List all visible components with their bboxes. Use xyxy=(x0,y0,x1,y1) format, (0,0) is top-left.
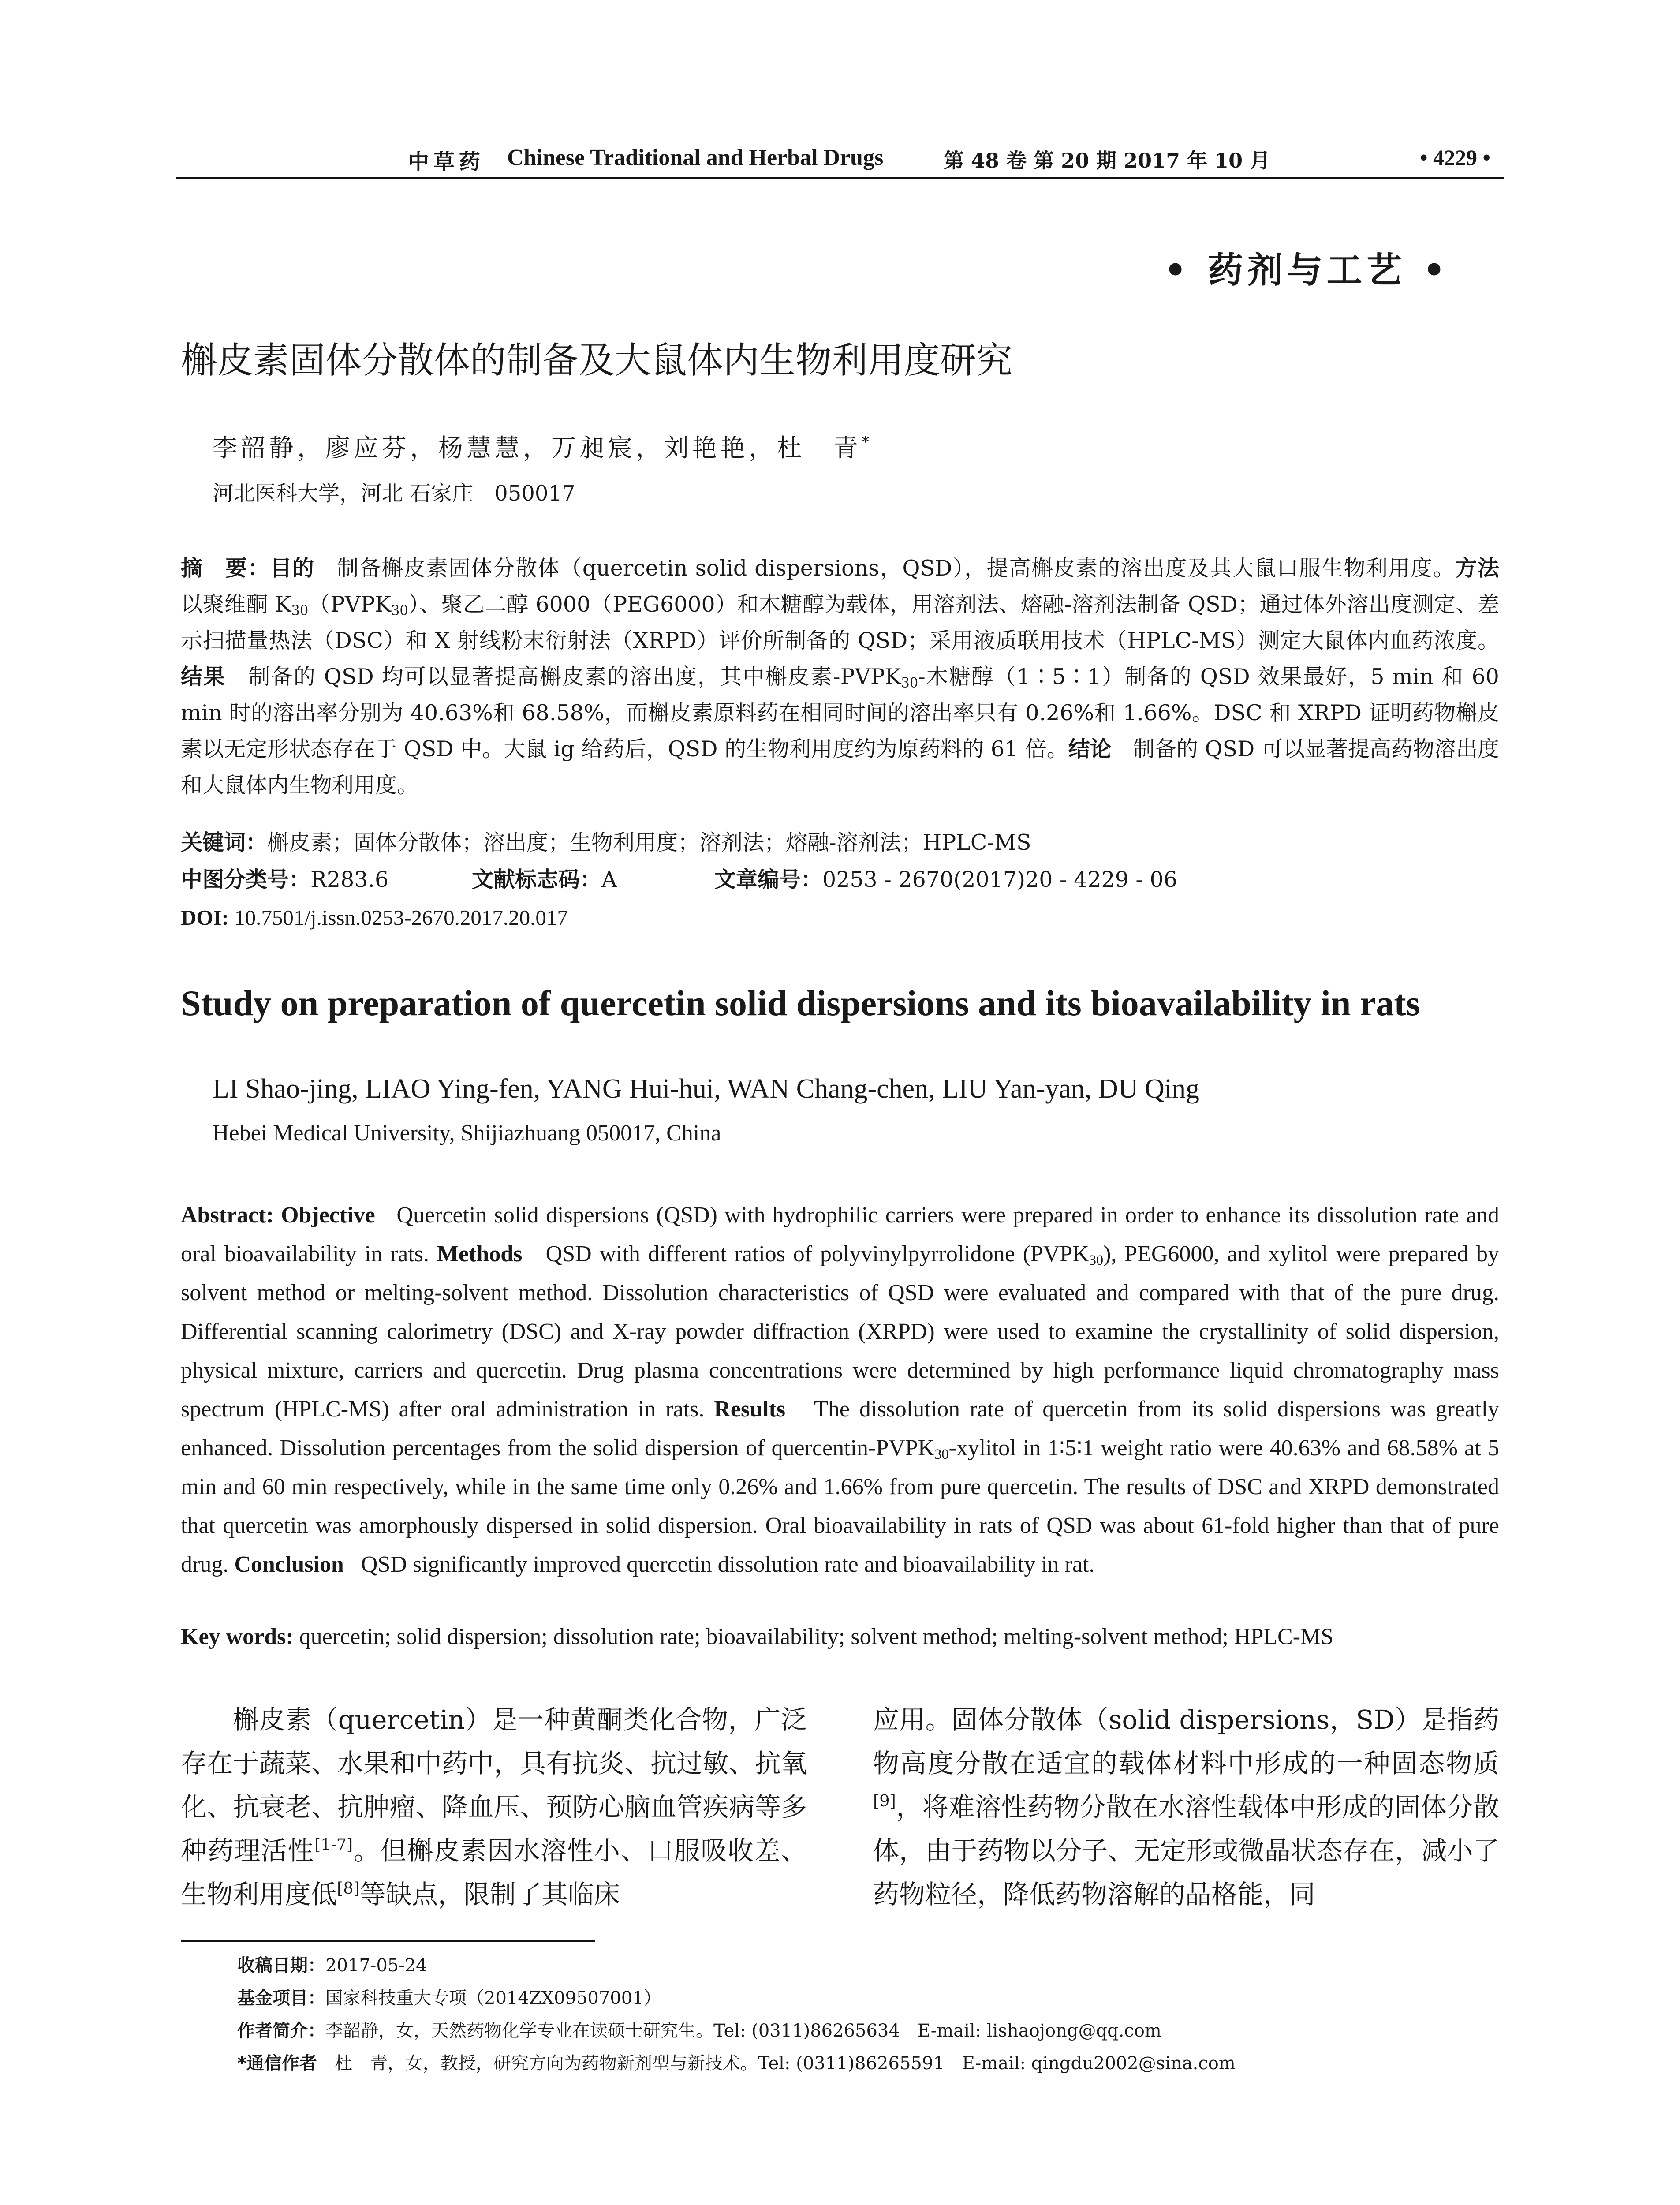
body-column-right xyxy=(873,1698,1499,1916)
conclusion-en: QSD significantly improved quercetin dissolution rate and bioavailability in rat. xyxy=(361,1552,1095,1577)
journal-name-en: Chinese Traditional and Herbal Drugs xyxy=(507,145,884,170)
affiliation-cn: 河北医科大学，河北 石家庄 050017 xyxy=(213,481,575,506)
objective-label-en: Objective xyxy=(281,1203,375,1228)
title-en: Study on preparation of quercetin solid dispersions and its bioavailability in rats xyxy=(181,983,1420,1023)
document-code xyxy=(472,863,617,893)
results-en-b: -xylitol in 1∶5∶1 weight ratio were 40.63% and 68.58% at 5 min and 60 min respectively, while in the same time only 0.26% and 1.66% from pure quercetin. The results of DSC and XRPD demonstrated that quercetin was amorphously dispersed in solid dispersion. Oral bioavailability in rats of QSD was about 61-fold higher than that of pure drug. xyxy=(181,1435,1499,1577)
article-no-label: 文章编号： xyxy=(714,867,823,892)
received-date: 2017-05-24 xyxy=(325,1955,427,1976)
methods-cn-b: （PVPK xyxy=(308,592,392,617)
doi-value: 10.7501/j.issn.0253-2670.2017.20.017 xyxy=(234,905,568,930)
authors-cn-names: 李韶静，廖应芬，杨慧慧，万昶宸，刘艳艳，杜 青 xyxy=(213,434,862,463)
results-cn-b: -木糖醇（1∶5∶1）制备的 QSD 效果最好，5 min 和 60 min 时的溶出率分别为 40.63%和 68.58%，而槲皮素原料药在相同时间的溶出率只有 0.26%和 1.66%。DSC 和 XRPD 证明药物槲皮素以无定形状态存在于 QSD 中。大鼠 ig 给药后，QSD 的生物利用度约为原药料的 61 倍。 xyxy=(181,664,1499,762)
citation-8: [8] xyxy=(337,1879,360,1898)
results-cn-a: 制备的 QSD 均可以显著提高槲皮素的溶出度，其中槲皮素-PVPK xyxy=(248,664,901,689)
title-cn: 槲皮素固体分散体的制备及大鼠体内生物利用度研究 xyxy=(181,340,1013,381)
doc-code-label: 文献标志码： xyxy=(472,867,602,892)
footnote-received xyxy=(237,1949,1498,1982)
author-bio-text: 李韶静，女，天然药物化学专业在读硕士研究生。Tel: (0311)86265634 E-mail: lishaojong@qq.com xyxy=(325,2021,1161,2041)
methods-label-en: Methods xyxy=(437,1241,523,1267)
objective-cn: 制备槲皮素固体分散体（quercetin solid dispersions，QSD），提高槲皮素的溶出度及其大鼠口服生物利用度。 xyxy=(337,556,1456,581)
affiliation-en: Hebei Medical University, Shijiazhuang 050017, China xyxy=(213,1121,721,1146)
body-right-b: ，将难溶性药物分散在水溶性载体中形成的固体分散体，由于药物以分子、无定形或微晶状态存在，减小了药物粒径，降低药物溶解的晶格能，同 xyxy=(873,1792,1499,1910)
methods-cn-sub2: 30 xyxy=(391,603,408,619)
corresponding-label: *通信作者 xyxy=(237,2053,317,2074)
article-no-value: 0253 - 2670(2017)20 - 4229 - 06 xyxy=(822,867,1177,892)
keywords-en-text: quercetin; solid dispersion; dissolution rate; bioavailability; solvent method; melting-solvent method; HPLC-MS xyxy=(299,1624,1334,1649)
fund-label: 基金项目： xyxy=(237,1988,325,2008)
clc-value: R283.6 xyxy=(310,867,389,892)
abstract-en xyxy=(181,1196,1499,1584)
results-en-sub: 30 xyxy=(934,1446,949,1462)
citation-1-7: [1-7] xyxy=(314,1835,353,1854)
doc-code-value: A xyxy=(601,867,617,892)
authors-cn xyxy=(213,429,873,464)
section-heading: • 药剂与工艺 • xyxy=(1164,249,1450,291)
corresponding-mark: * xyxy=(862,434,873,452)
body-right-a: 应用。固体分散体（solid dispersions，SD）是指药物高度分散在适宜的载体材料中形成的一种固态物质 xyxy=(873,1704,1499,1779)
keywords-cn xyxy=(181,826,1031,856)
keywords-en-label: Key words: xyxy=(181,1624,294,1649)
footnote-rule xyxy=(181,1940,595,1942)
running-header xyxy=(0,140,1680,176)
body-left-a: 槲皮素（quercetin）是一种黄酮类化合物，广泛存在于蔬菜、水果和中药中，具有抗炎、抗过敏、抗氧化、抗衰老、抗肿瘤、降血压、预防心脑血管疾病等多种药理活性 xyxy=(181,1704,807,1866)
results-label-en: Results xyxy=(714,1397,786,1422)
doi-label: DOI: xyxy=(181,905,229,930)
header-rule xyxy=(176,177,1504,179)
footnote-corresponding xyxy=(237,2047,1498,2080)
author-bio-label: 作者简介： xyxy=(237,2021,325,2041)
objective-label-cn: 目的 xyxy=(270,556,315,581)
keywords-cn-label: 关键词： xyxy=(181,830,268,855)
doi xyxy=(181,905,568,930)
keywords-cn-text: 槲皮素；固体分散体；溶出度；生物利用度；溶剂法；熔融-溶剂法；HPLC-MS xyxy=(267,830,1031,855)
authors-en: LI Shao-jing, LIAO Ying-fen, YANG Hui-hui, WAN Chang-chen, LIU Yan-yan, DU Qing xyxy=(213,1074,1199,1104)
abstract-cn xyxy=(181,550,1499,804)
abstract-cn-label: 摘 要： xyxy=(181,556,270,581)
results-label-cn: 结果 xyxy=(181,664,226,689)
methods-en-sub: 30 xyxy=(1089,1252,1104,1268)
results-cn-sub: 30 xyxy=(901,675,918,691)
conclusion-label-cn: 结论 xyxy=(1068,736,1112,762)
methods-en-a: QSD with different ratios of polyvinylpyrrolidone (PVPK xyxy=(545,1241,1089,1267)
journal-name-cn: 中草药 xyxy=(408,149,485,174)
abstract-en-label: Abstract: xyxy=(181,1203,274,1228)
body-left-c: 等缺点，限制了其临床 xyxy=(359,1879,620,1910)
footnotes xyxy=(237,1949,1498,2080)
conclusion-label-en: Conclusion xyxy=(234,1552,344,1577)
body-column-left xyxy=(181,1698,807,1916)
fund-text: 国家科技重大专项（2014ZX09507001） xyxy=(325,1988,661,2008)
results-en-a: The dissolution rate of quercetin from its solid dispersions was greatly enhanced. Dissolution percentages from the solid dispersion of quercentin-PVPK xyxy=(181,1397,1500,1461)
footnote-fund xyxy=(237,1982,1498,2014)
clc-number xyxy=(181,867,388,892)
citation-9: [9] xyxy=(873,1791,896,1811)
clc-label: 中图分类号： xyxy=(181,867,311,892)
objective-en: Quercetin solid dispersions (QSD) with hydrophilic carriers were prepared in order to enhance its dissolution rate and oral bioavailability in rats. xyxy=(181,1203,1500,1267)
methods-cn-c: ）、聚乙二醇 6000（PEG6000）和木糖醇为载体，用溶剂法、熔融-溶剂法制备 QSD；通过体外溶出度测定、差示扫描量热法（DSC）和 X 射线粉末衍射法（XRPD）评价所制备的 QSD；采用液质联用技术（HPLC-MS）测定大鼠体内血药浓度。 xyxy=(181,592,1499,653)
methods-cn-a: 以聚维酮 K xyxy=(181,592,291,617)
article-number xyxy=(714,863,1177,893)
volume-issue: 第 48 卷 第 20 期 2017 年 10 月 xyxy=(944,149,1270,172)
page-number: • 4229 • xyxy=(1420,145,1491,170)
keywords-en xyxy=(181,1624,1499,1650)
conclusion-cn: 制备的 QSD 可以显著提高药物溶出度和大鼠体内生物利用度。 xyxy=(181,736,1499,798)
methods-en-b: ), PEG6000, and xylitol were prepared by solvent method or melting-solvent method. Dissolution characteristics of QSD were evaluated and compared with that of the pure drug. Differential scanning calorimetry (DSC) and X-ray powder diffraction (XRPD) were used to examine the crystallinity of solid dispersion, physical mixture, carriers and quercetin. Drug plasma concentrations were determined by high performance liquid chromatography mass spectrum (HPLC-MS) after oral administration in rats. xyxy=(181,1241,1500,1422)
corresponding-text: 杜 青，女，教授，研究方向为药物新剂型与新技术。Tel: (0311)86265591 E-mail: qingdu2002@sina.com xyxy=(334,2053,1236,2074)
methods-label-cn: 方法 xyxy=(1455,556,1499,581)
body-left-b: 。但槲皮素因水溶性小、口服吸收差、生物利用度低 xyxy=(181,1835,807,1910)
footnote-author xyxy=(237,2014,1498,2047)
received-label: 收稿日期： xyxy=(237,1955,325,1976)
classification-line xyxy=(181,863,1499,893)
methods-cn-sub1: 30 xyxy=(291,603,309,619)
